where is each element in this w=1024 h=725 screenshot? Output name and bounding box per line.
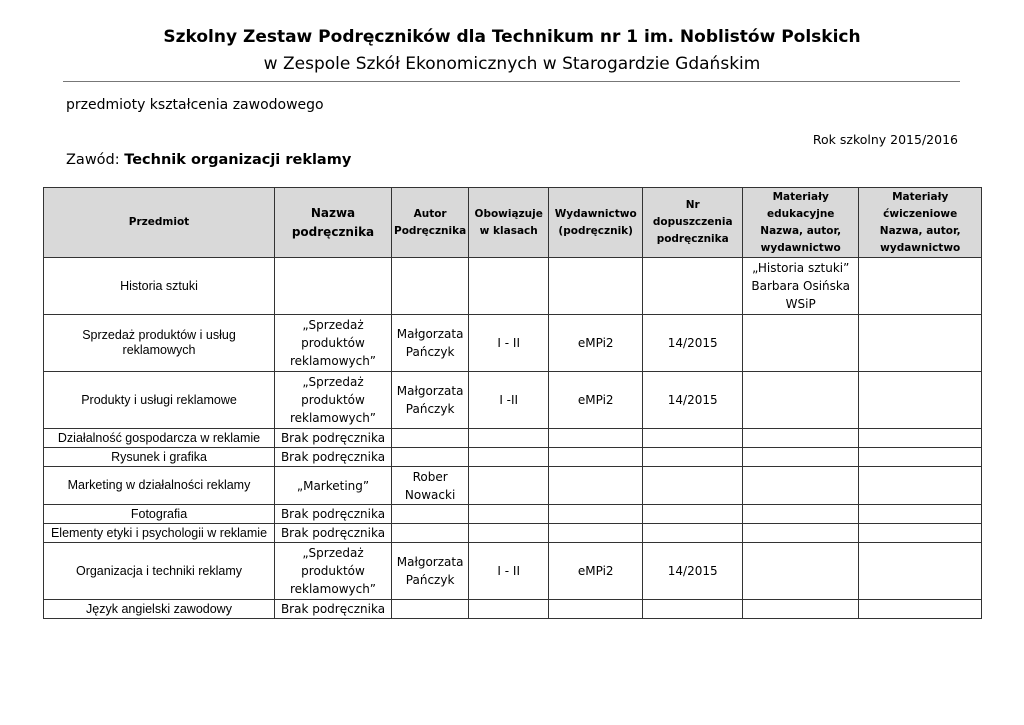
cell-exercise-materials [859, 448, 982, 467]
document-title: Szkolny Zestaw Podręczników dla Technikum nr 1 im. Noblistów Polskich [163, 27, 861, 47]
cell-publisher [549, 467, 643, 505]
cell-classes: I - II [469, 315, 549, 372]
cell-edu-materials [743, 524, 859, 543]
cell-approval [643, 505, 743, 524]
cell-edu-materials [743, 467, 859, 505]
cell-publisher [549, 429, 643, 448]
cell-line: Nowacki [404, 487, 456, 502]
cell-line: „Historia sztuki” [752, 261, 850, 275]
cell-classes [469, 524, 549, 543]
cell-line: (podręcznik) [558, 224, 633, 237]
cell-classes [469, 467, 549, 505]
cell-subject: Język angielski zawodowy [44, 600, 275, 619]
cell-line: „Sprzedaż [302, 318, 364, 332]
cell-line: Brak podręcznika [280, 507, 386, 521]
cell-line: Małgorzata [396, 327, 464, 341]
cell-subject: Sprzedaż produktów i usług reklamowych [44, 315, 275, 372]
cell-exercise-materials [859, 543, 982, 600]
cell-book-name [275, 258, 392, 315]
cell-edu-materials [743, 372, 859, 429]
header-classes [469, 188, 549, 258]
cell-line: „Sprzedaż [302, 375, 364, 389]
cell-classes: I -II [469, 372, 549, 429]
table-row [44, 429, 982, 448]
table-row [44, 600, 982, 619]
cell-exercise-materials [859, 258, 982, 315]
cell-line: Obowiązuje [474, 207, 543, 220]
table-row [44, 258, 982, 315]
cell-line: reklamowych” [289, 354, 377, 368]
table-row [44, 543, 982, 600]
cell-publisher [549, 258, 643, 315]
cell-classes [469, 600, 549, 619]
cell-publisher: eMPi2 [549, 315, 643, 372]
cell-subject: Fotografia [44, 505, 275, 524]
cell-subject: Rysunek i grafika [44, 448, 275, 467]
cell-line: podręcznika [656, 233, 729, 245]
cell-approval [643, 467, 743, 505]
cell-edu-materials [743, 429, 859, 448]
cell-exercise-materials [859, 467, 982, 505]
header-divider [63, 81, 960, 82]
cell-line: reklamowych” [289, 411, 377, 425]
cell-publisher: eMPi2 [549, 372, 643, 429]
table-row [44, 448, 982, 467]
cell-line: Małgorzata [396, 384, 464, 398]
profession-value: Technik organizacji reklamy [124, 152, 352, 168]
cell-exercise-materials [859, 372, 982, 429]
header-edu-materials [743, 188, 859, 258]
cell-line: reklamowych” [289, 582, 377, 596]
cell-line: produktów [301, 336, 365, 350]
header-approval [643, 188, 743, 258]
cell-line: wydawnictwo [760, 241, 841, 254]
cell-line: Barbara Osińska [751, 279, 850, 293]
cell-approval: 14/2015 [643, 372, 743, 429]
cell-subject: Historia sztuki [44, 258, 275, 315]
table-row [44, 315, 982, 372]
cell-classes [469, 429, 549, 448]
cell-edu-materials [743, 315, 859, 372]
cell-author [392, 524, 469, 543]
cell-classes [469, 448, 549, 467]
cell-line: Nazwa, autor, [760, 224, 842, 237]
cell-book-name [275, 448, 392, 467]
table-row [44, 524, 982, 543]
cell-line: „Marketing” [296, 478, 370, 493]
cell-line: podręcznika [291, 224, 375, 239]
cell-book-name [275, 600, 392, 619]
cell-approval [643, 600, 743, 619]
cell-book-name [275, 505, 392, 524]
cell-line: Nazwa, autor, [879, 224, 961, 237]
cell-publisher: eMPi2 [549, 543, 643, 600]
cell-line: Rober [412, 469, 448, 484]
cell-book-name [275, 524, 392, 543]
header-book-name [275, 188, 392, 258]
cell-approval [643, 429, 743, 448]
cell-author [392, 315, 469, 372]
header-exercise-materials [859, 188, 982, 258]
cell-classes: I - II [469, 543, 549, 600]
cell-edu-materials [743, 543, 859, 600]
cell-approval [643, 258, 743, 315]
header-author [392, 188, 469, 258]
table-header-row [44, 188, 982, 258]
cell-line: ćwiczeniowe [883, 207, 958, 220]
school-year: Rok szkolny 2015/2016 [812, 132, 958, 147]
cell-line: Pańczyk [405, 573, 455, 587]
cell-publisher [549, 524, 643, 543]
cell-line: w klasach [479, 224, 538, 237]
cell-line: Autor [413, 207, 447, 220]
profession-label: Zawód: [66, 152, 125, 168]
cell-line: Brak podręcznika [280, 450, 386, 464]
cell-subject: Elementy etyki i psychologii w reklamie [44, 524, 275, 543]
cell-subject: Organizacja i techniki reklamy [44, 543, 275, 600]
cell-line: „Sprzedaż [302, 546, 364, 560]
cell-subject: Marketing w działalności reklamy [44, 467, 275, 505]
cell-line: Brak podręcznika [280, 526, 386, 540]
cell-author [392, 505, 469, 524]
cell-approval [643, 524, 743, 543]
cell-publisher [549, 600, 643, 619]
document-subtitle: w Zespole Szkół Ekonomicznych w Starogardzie Gdańskim [263, 54, 761, 74]
cell-line: Materiały [772, 190, 829, 203]
cell-line: Pańczyk [405, 402, 455, 416]
cell-edu-materials [743, 505, 859, 524]
cell-line: wydawnictwo [880, 241, 961, 254]
table-row [44, 505, 982, 524]
cell-line: WSiP [785, 297, 816, 311]
cell-author [392, 600, 469, 619]
cell-line: Brak podręcznika [280, 602, 386, 616]
textbook-table [43, 187, 982, 619]
profession-line [66, 152, 351, 168]
cell-subject: Produkty i usługi reklamowe [44, 372, 275, 429]
cell-line: produktów [301, 564, 365, 578]
cell-approval: 14/2015 [643, 543, 743, 600]
cell-author [392, 448, 469, 467]
subject-group-label: przedmioty kształcenia zawodowego [66, 97, 324, 113]
cell-book-name [275, 543, 392, 600]
header-subject: Przedmiot [44, 188, 275, 258]
cell-author [392, 258, 469, 315]
cell-line: Pańczyk [405, 345, 455, 359]
cell-exercise-materials [859, 315, 982, 372]
header-publisher [549, 188, 643, 258]
cell-line: edukacyjne [766, 207, 835, 220]
cell-line: Wydawnictwo [554, 207, 637, 220]
cell-author [392, 543, 469, 600]
cell-edu-materials [743, 600, 859, 619]
cell-exercise-materials [859, 524, 982, 543]
cell-author [392, 467, 469, 505]
cell-line: Podręcznika [394, 224, 467, 237]
cell-edu-materials [743, 448, 859, 467]
cell-classes [469, 505, 549, 524]
cell-publisher [549, 448, 643, 467]
cell-book-name [275, 429, 392, 448]
cell-approval: 14/2015 [643, 315, 743, 372]
cell-exercise-materials [859, 429, 982, 448]
cell-book-name [275, 315, 392, 372]
cell-edu-materials [743, 258, 859, 315]
table-row [44, 467, 982, 505]
cell-author [392, 372, 469, 429]
cell-publisher [549, 505, 643, 524]
table-row [44, 372, 982, 429]
cell-line: Brak podręcznika [280, 431, 386, 445]
cell-approval [643, 448, 743, 467]
cell-author [392, 429, 469, 448]
cell-exercise-materials [859, 505, 982, 524]
cell-exercise-materials [859, 600, 982, 619]
cell-book-name [275, 467, 392, 505]
cell-line: Nr dopuszczenia [652, 199, 733, 228]
cell-book-name [275, 372, 392, 429]
cell-subject: Działalność gospodarcza w reklamie [44, 429, 275, 448]
cell-line: Małgorzata [396, 555, 464, 569]
cell-line: produktów [301, 393, 365, 407]
cell-line: Nazwa [310, 205, 356, 220]
cell-line: Materiały [892, 190, 949, 203]
cell-classes [469, 258, 549, 315]
